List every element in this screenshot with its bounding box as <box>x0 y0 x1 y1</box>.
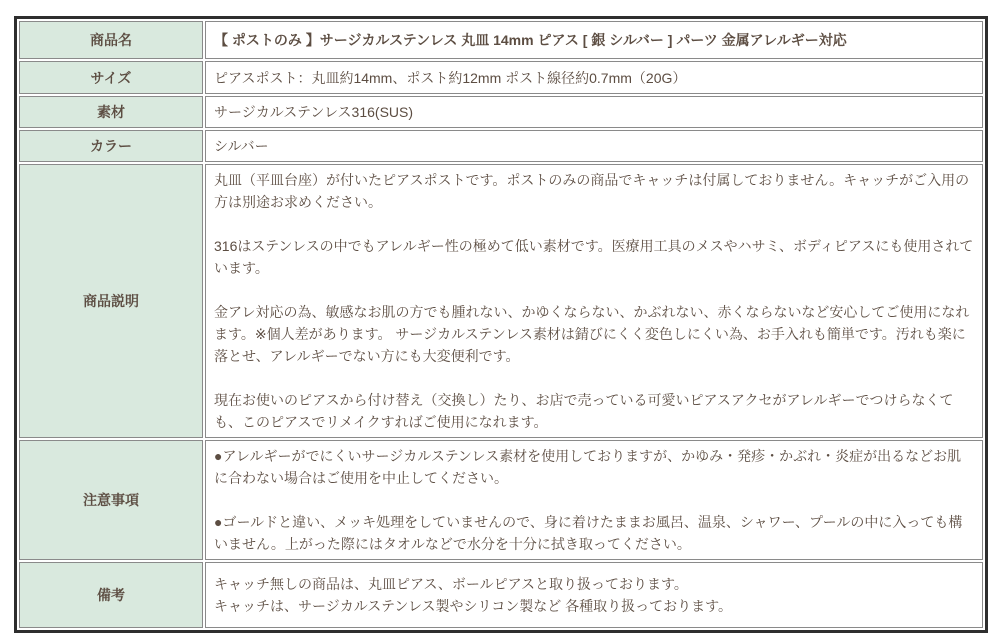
table-row-color <box>19 130 983 162</box>
size-value: ピアスポスト：丸皿約14mm、ポスト約12mm ポスト線径約0.7mm（20G） <box>205 61 983 94</box>
product-spec-table <box>14 16 988 633</box>
table-row-material <box>19 96 983 128</box>
description-paragraph: 金アレ対応の為、敏感なお肌の方でも腫れない、かゆくならない、かぶれない、赤くならないなど安心してご使用になれます。※個人差があります。 サージカルステンレス素材は錆びにくく変色しにくい為、お手入れも簡単です。汚れも楽に落とせ、アレルギーでない方にも大変便利です。 <box>214 304 970 364</box>
table-row-description <box>19 164 983 438</box>
notes-paragraph: ●ゴールドと違い、メッキ処理をしていませんので、身に着けたままお風呂、温泉、シャワー、プールの中に入っても構いません。上がった際にはタオルなどで水分を十分に拭き取ってください。 <box>214 514 963 552</box>
table-row-notes <box>19 440 983 560</box>
remarks-line: キャッチ無しの商品は、丸皿ピアス、ボールピアスと取り扱っております。 <box>214 576 688 592</box>
table-row-product-name <box>19 21 983 59</box>
table-row-remarks <box>19 562 983 628</box>
row-header-color: カラー <box>19 130 203 162</box>
row-header-material: 素材 <box>19 96 203 128</box>
description-paragraph: 現在お使いのピアスから付け替え（交換し）たり、お店で売っている可愛いピアスアクセがアレルギーでつけらなくても、このピアスでリメイクすればご使用になれます。 <box>214 392 954 430</box>
row-header-notes: 注意事項 <box>19 440 203 560</box>
description-value <box>205 164 983 438</box>
row-header-description: 商品説明 <box>19 164 203 438</box>
remarks-line: キャッチは、サージカルステンレス製やシリコン製など 各種取り扱っております。 <box>214 598 733 614</box>
row-header-remarks: 備考 <box>19 562 203 628</box>
row-header-product-name: 商品名 <box>19 21 203 59</box>
notes-paragraph: ●アレルギーがでにくいサージカルステンレス素材を使用しておりますが、かゆみ・発疹・かぶれ・炎症が出るなどお肌に合わない場合はご使用を中止してください。 <box>214 448 962 486</box>
description-paragraph: 丸皿（平皿台座）が付いたピアスポストです。ポストのみの商品でキャッチは付属しておりません。キャッチがご入用の方は別途お求めください。 <box>214 172 970 210</box>
description-paragraph: 316はステンレスの中でもアレルギー性の極めて低い素材です。医療用工具のメスやハサミ、ボディピアスにも使用されています。 <box>214 238 974 276</box>
remarks-value <box>205 562 983 628</box>
notes-value <box>205 440 983 560</box>
color-value: シルバー <box>205 130 983 162</box>
row-header-size: サイズ <box>19 61 203 94</box>
product-name-value: 【 ポストのみ 】サージカルステンレス 丸皿 14mm ピアス [ 銀 シルバー ] パーツ 金属アレルギー対応 <box>205 21 983 59</box>
table-row-size <box>19 61 983 94</box>
material-value: サージカルステンレス316(SUS) <box>205 96 983 128</box>
